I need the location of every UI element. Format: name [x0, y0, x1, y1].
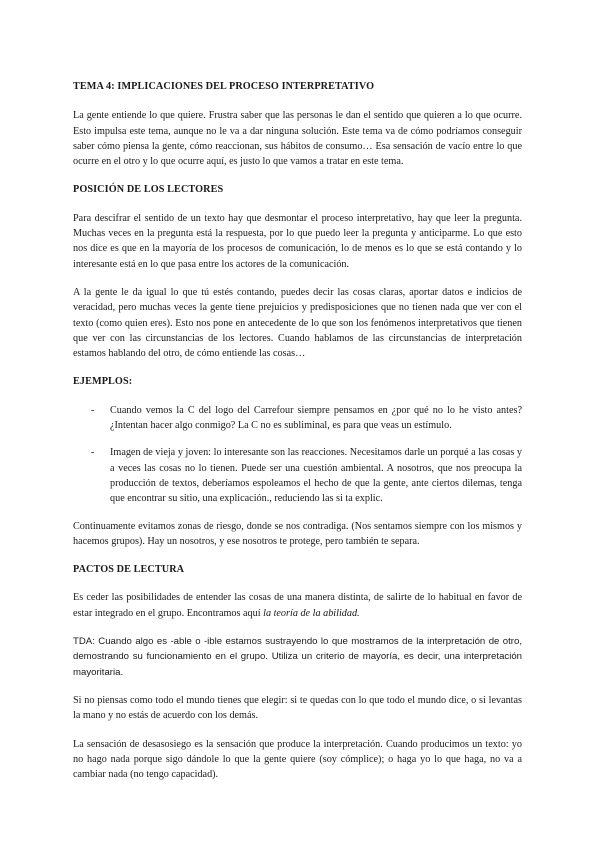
list-item-text: Cuando vemos la C del logo del Carrefour siempre pensamos en ¿por qué no lo he visto antes? ¿Intentan hacer algo conmigo? La C no es subliminal, es para que veas un estímulo. [110, 404, 522, 432]
lectores-paragraph-1: Para descifrar el sentido de un texto hay que desmontar el proceso interpretativo, hay que leer la pregunta. Muchas veces en la pregunta está la respuesta, por lo que puedo leer la pregunta y anticiparme. Lo que esto nos dice es que en la mayoría de los procesos de comunicación, lo de menos es lo que se está contando y lo interesante está en lo que pasa entre los actores de la comunicación. [73, 212, 522, 270]
section-heading-ejemplos: EJEMPLOS: [73, 376, 133, 388]
pactos-paragraph-1 [73, 590, 522, 621]
dash-bullet: - [91, 404, 95, 416]
section-heading-pactos: PACTOS DE LECTURA [73, 564, 185, 576]
list-item-text: Imagen de vieja y joven: lo interesante son las reacciones. Necesitamos darle un porqué a las cosas y a veces las cosas no lo tienen. Puede ser una cuestión ambiental. A nosotros, que nos preocupa la producción de textos, deberíamos espoleamos el hecho de que la gente, ante ciertos dilemas, tenga que encontrar su sitio, una explicación., reduciendo las si ta explic. [110, 447, 522, 505]
intro-paragraph: La gente entiende lo que quiere. Frustra saber que las personas le dan el sentido que quieren a lo que ocurre. Esto impulsa este tema, aunque no le va a dar ninguna solución. Este tema va de cómo podríamos conseguir saber cómo piensa la gente, cómo reaccionan, sus hábitos de consumo… Esa sensación de vacío entre lo que ocurre en el otro y lo que ocurre aquí, es justo lo que vamos a tratar en este tema. [73, 110, 522, 168]
pactos-paragraph-4: La sensación de desasosiego es la sensación que produce la interpretación. Cuando producimos un texto: yo no hago nada porque sigo dándole lo que la gente quiere (soy cómplice); o haga yo lo que haga, no va a cambiar nada (no tengo capacidad). [73, 738, 522, 781]
pactos-paragraph-tda: TDA: Cuando algo es -able o -ible estamos sustrayendo lo que mostramos de la interpretación de otro, demostrando su funcionamiento en el grupo. Utiliza un criterio de mayoría, es decir, una interpretación mayoritaria. [73, 636, 522, 678]
list-item [73, 403, 522, 434]
examples-list [73, 403, 522, 507]
pactos-paragraph-1-text: Es ceder las posibilidades de entender las cosas de una manera distinta, de salirte de lo habitual en favor de estar integrado en el grupo. Encontramos aquí [73, 592, 522, 619]
pactos-paragraph-3: Si no piensas como todo el mundo tienes que elegir: si te quedas con lo que todo el mundo dice, o si levantas la mano y no estás de acuerdo con los demás. [73, 694, 522, 722]
list-item [73, 445, 522, 506]
section-heading-lectores: POSICIÓN DE LOS LECTORES [73, 184, 224, 196]
lectores-paragraph-2: A la gente le da igual lo que tú estés contando, puedes decir las cosas claras, aportar datos e indicios de veracidad, pero muchas veces la gente tiene prejuicios y predisposiciones que no tienen nada que ver con el texto (como quien eres). Esto nos pone en antecedente de lo que son los fenómenos interpretativos que tienen que ver con las circunstancias de los lectores. Cuando hablamos de las circunstancias de interpretación estamos hablando del otro, de cómo entiende las cosas… [73, 286, 522, 360]
pactos-emphasis: la teoría de la abilidad. [263, 607, 360, 619]
dash-bullet: - [91, 447, 95, 459]
page-title: TEMA 4: IMPLICACIONES DEL PROCESO INTERPRETATIVO [73, 81, 375, 92]
ejemplos-after-paragraph: Continuamente evitamos zonas de riesgo, donde se nos contradiga. (Nos sentamos siempre con los mismos y hacemos grupos). Hay un nosotros, y ese nosotros te protege, pero también te separa. [73, 520, 522, 547]
